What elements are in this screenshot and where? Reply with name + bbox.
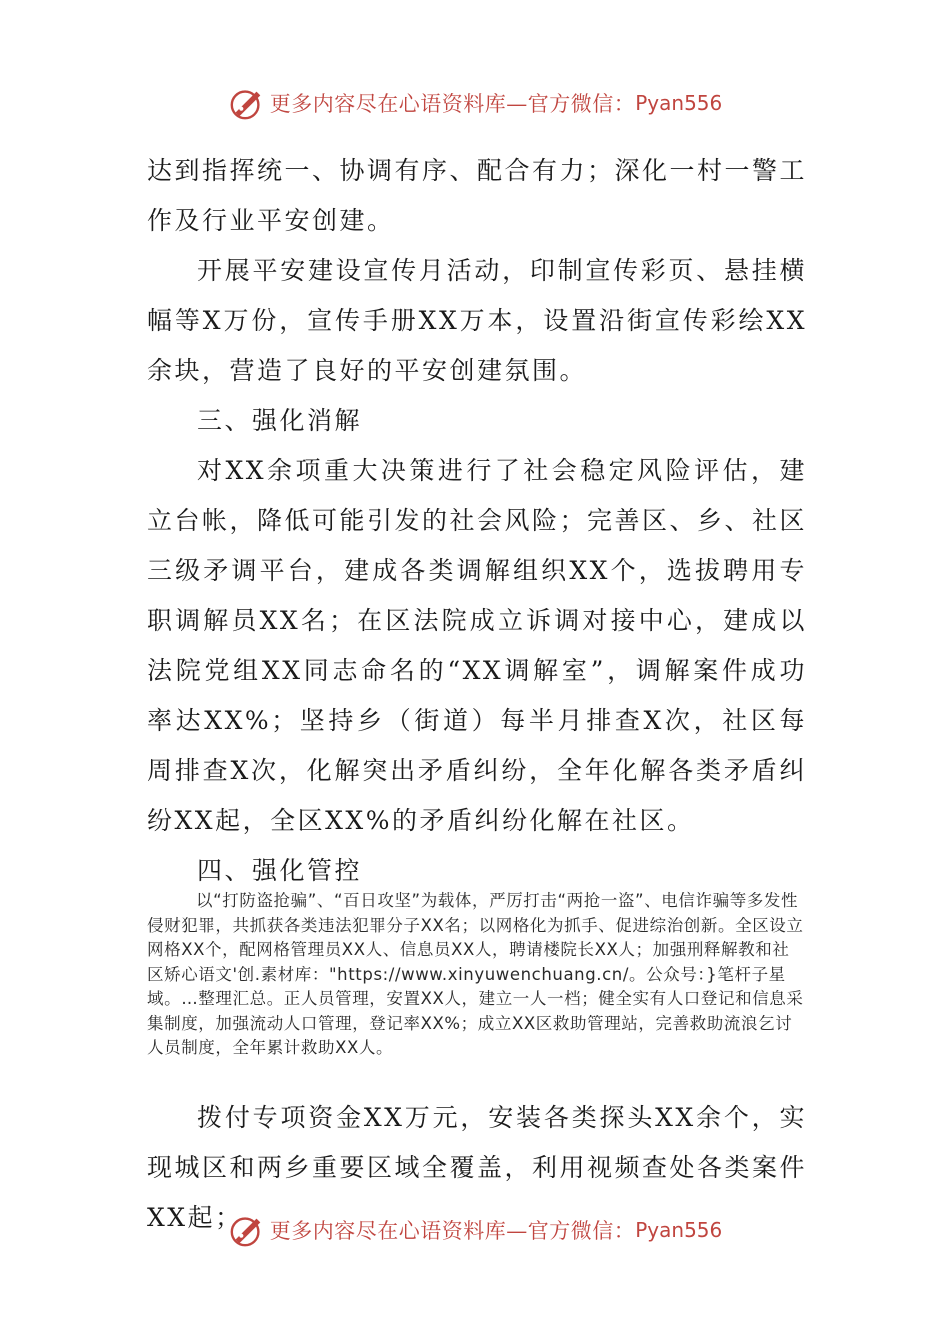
paragraph-3: 对XX余项重大决策进行了社会稳定风险评估，建立台帐，降低可能引发的社会风险；完善区、乡、社区三级矛调平台，建成各类调解组织XX个，选拔聘用专职调解员XX名；在区法院成立诉调对接中心，建成以法院党组XX同志命名的“XX调解室”，调解案件成功率达XX%；坚持乡（街道）每半月排查X次，社区每周排查X次，化解突出矛盾纠纷，全年化解各类矛盾纠纷XX起，全区XX%的矛盾纠纷化解在社区。 bbox=[147, 456, 808, 835]
banner-wechat-id: Pyan556 bbox=[635, 1218, 723, 1242]
banner-text: 更多内容尽在心语资料库—官方微信： bbox=[269, 1219, 636, 1243]
paragraph-2: 开展平安建设宣传月活动，印制宣传彩页、悬挂横幅等X万份，宣传手册XX万本，设置沿街宣传彩绘XX余块，营造了良好的平安创建氛围。 bbox=[147, 256, 807, 385]
paragraph-1: 达到指挥统一、协调有序、配合有力；深化一村一警工作及行业平安创建。 bbox=[147, 156, 808, 235]
banner-wechat-id: Pyan556 bbox=[635, 91, 723, 115]
document-body-upper bbox=[147, 146, 807, 896]
pen-nib-logo-icon bbox=[228, 1211, 266, 1249]
paragraph-5: 拨付专项资金XX万元，安装各类探头XX余个，实现城区和两乡重要区域全覆盖，利用视频查处各类案件XX起； bbox=[147, 1103, 808, 1232]
section-heading-3: 三、强化消解 bbox=[197, 406, 363, 435]
banner-text: 更多内容尽在心语资料库—官方微信： bbox=[269, 92, 636, 116]
paragraph-4-small: 以“打防盗抢骗”、“百日攻坚”为载体，严厉打击“两抢一盗”、电信诈骗等多发性侵财犯罪，共抓获各类违法犯罪分子XX名；以网格化为抓手、促进综治创新。全区设立网格XX个，配网格管理员XX人、信息员XX人，聘请楼院长XX人；加强刑释解教和社区矫心语文'创.素材库："https://www.xinyuwenchuang.cn/。公众号：}笔杆子星域。…整理汇总。正人员管理，安置XX人，建立一人一档；健全实有人口登记和信息采集制度，加强流动人口管理，登记率XX%；成立XX区救助管理站，完善救助流浪乞讨人员制度，全年累计救助XX人。 bbox=[147, 891, 804, 1057]
pen-nib-logo-icon bbox=[228, 84, 266, 122]
footer-banner bbox=[0, 1205, 950, 1255]
header-banner bbox=[0, 78, 950, 128]
section-heading-4: 四、强化管控 bbox=[197, 856, 363, 885]
